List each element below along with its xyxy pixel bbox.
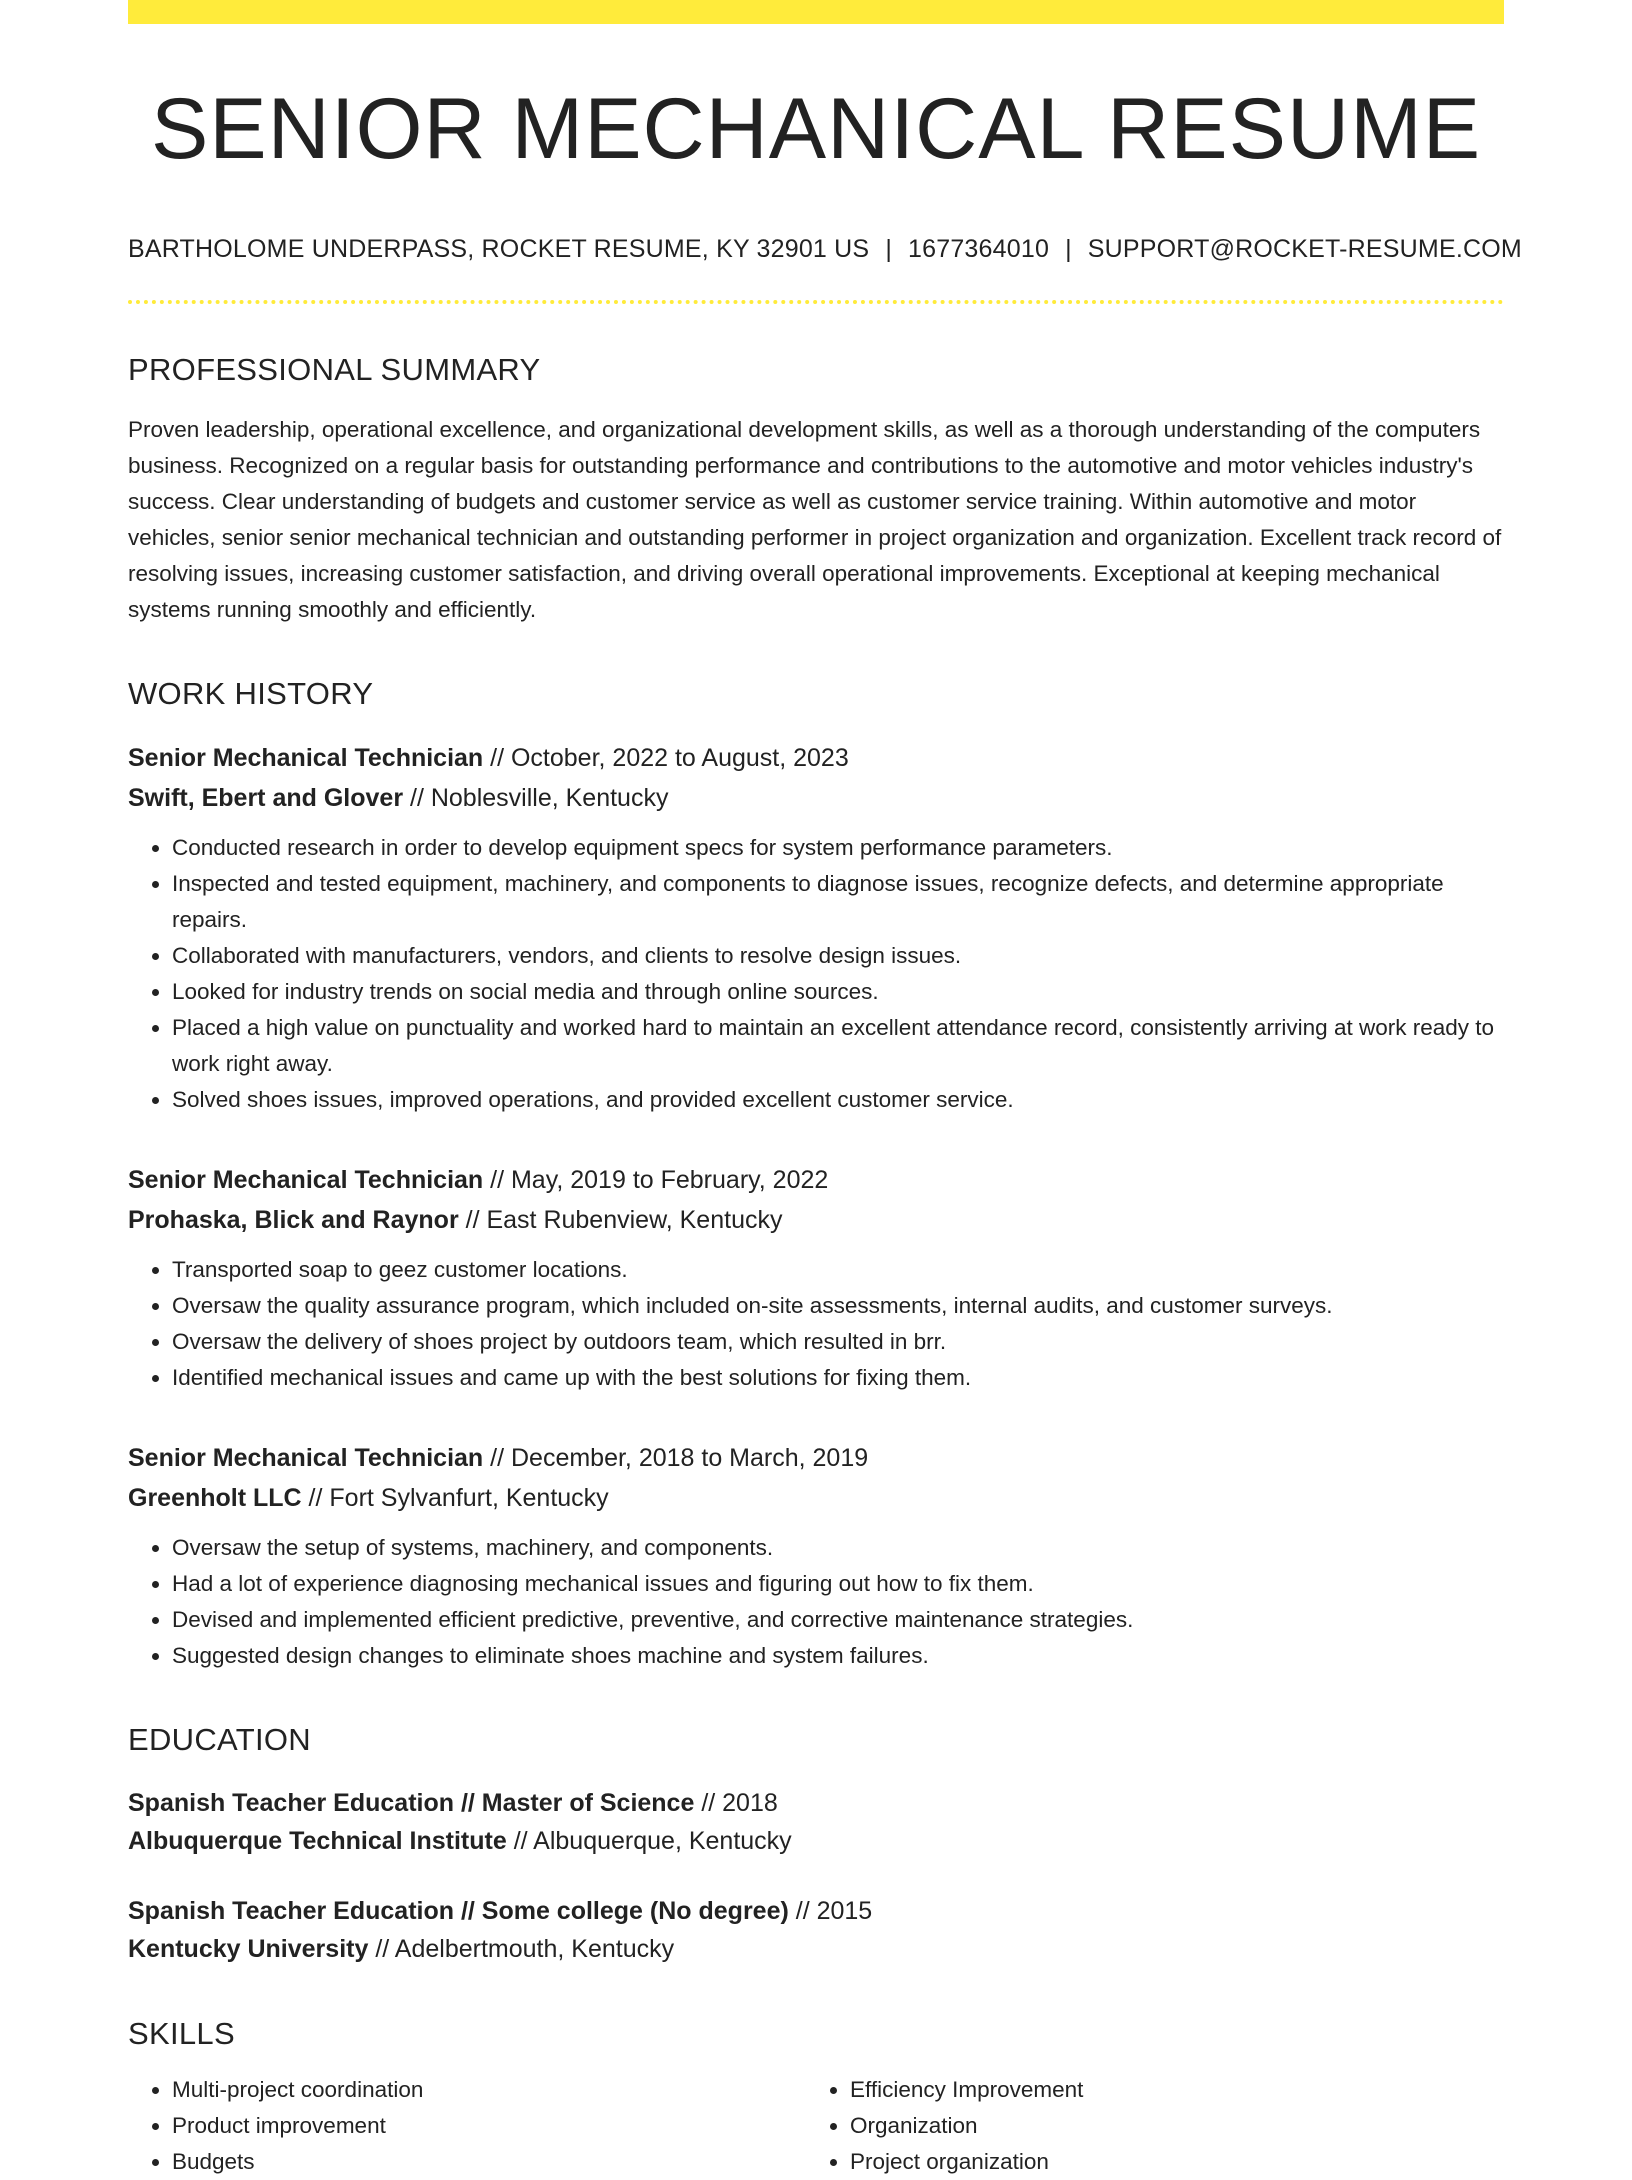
job-company-line [128,778,1504,818]
skill-item: • Multi-project coordination [172,2072,806,2108]
summary-heading: PROFESSIONAL SUMMARY [128,351,541,387]
duty-item: • Inspected and tested equipment, machinery, and components to diagnose issues, recognize defects, and determine appropriate repairs. [172,866,1504,938]
contact-separator: | [885,234,893,263]
degree: Spanish Teacher Education // Some college (No degree) [128,1896,789,1925]
contact-separator: | [1065,234,1072,263]
job-title: Senior Mechanical Technician [128,743,484,772]
duty-item: • Oversaw the delivery of shoes project by outdoors team, which resulted in brr. [172,1324,1504,1360]
skills-column-left [128,2072,806,2180]
job-location: // Fort Sylvanfurt, Kentucky [301,1483,609,1512]
job-company-line [128,1478,1504,1518]
education-heading: EDUCATION [128,1721,311,1757]
degree-line [128,1784,1504,1822]
job-title-line [128,1438,1504,1478]
resume-page [128,0,1522,2180]
education-entry [128,1892,1504,1968]
job-title-line [128,1160,1504,1200]
duty-item: • Oversaw the quality assurance program, which included on-site assessments, internal audits, and customer surveys. [172,1288,1504,1324]
school-location: // Albuquerque, Kentucky [506,1826,792,1855]
job-location: // Noblesville, Kentucky [403,783,669,812]
duty-item: • Identified mechanical issues and came up with the best solutions for fixing them. [172,1360,1504,1396]
duty-item: • Placed a high value on punctuality and worked hard to maintain an excellent attendance record, consistently arriving at work ready to work right away. [172,1010,1504,1082]
skill-item: • Product improvement [172,2108,806,2144]
degree: Spanish Teacher Education // Master of Science [128,1788,695,1817]
job-duties [128,830,1504,1118]
skills-list [128,2072,1504,2180]
skills-column-right [806,2072,1484,2180]
duty-item: • Collaborated with manufacturers, vendors, and clients to resolve design issues. [172,938,1504,974]
job-company-line [128,1200,1504,1240]
summary-text: Proven leadership, operational excellence, and organizational development skills, as well as a thorough understanding of the computers business. Recognized on a regular basis for outstanding performance and contributions to the automotive and motor vehicles industry's success. Clear understanding of budgets and customer service as well as customer service training. Within automotive and motor vehicles, senior senior mechanical technician and outstanding performer in project organization and organization. Excellent track record of resolving issues, increasing customer satisfaction, and driving overall operational improvements. Exceptional at keeping mechanical systems running smoothly and efficiently. [128,416,1502,622]
duty-item: • Devised and implemented efficient predictive, preventive, and corrective maintenance strategies. [172,1602,1504,1638]
dotted-divider [128,300,1504,304]
work-history-heading: WORK HISTORY [128,675,374,711]
job-dates: // October, 2022 to August, 2023 [483,743,849,772]
contact-line [128,234,1522,264]
job-dates: // May, 2019 to February, 2022 [483,1165,829,1194]
skills-heading: SKILLS [128,2015,235,2051]
job-dates: // December, 2018 to March, 2019 [483,1443,869,1472]
job-entry [128,738,1504,1118]
duty-item: • Suggested design changes to eliminate shoes machine and system failures. [172,1638,1504,1674]
duty-item: • Solved shoes issues, improved operations, and provided excellent customer service. [172,1082,1504,1118]
duty-item: • Conducted research in order to develop equipment specs for system performance parameters. [172,830,1504,866]
contact-phone: 1677364010 [908,234,1050,263]
duty-item: • Looked for industry trends on social media and through online sources. [172,974,1504,1010]
duty-item: • Oversaw the setup of systems, machinery, and components. [172,1530,1504,1566]
job-entry [128,1438,1504,1674]
accent-bar [128,0,1504,24]
job-title: Senior Mechanical Technician [128,1443,484,1472]
school: Kentucky University [128,1934,369,1963]
contact-email: SUPPORT@ROCKET-RESUME.COM [1087,234,1522,263]
school: Albuquerque Technical Institute [128,1826,507,1855]
duty-item: • Had a lot of experience diagnosing mechanical issues and figuring out how to fix them. [172,1566,1504,1602]
job-title: Senior Mechanical Technician [128,1165,484,1194]
skill-item: • Project organization [850,2144,1484,2180]
school-line [128,1822,1504,1860]
job-entry [128,1160,1504,1396]
skill-item: • Efficiency Improvement [850,2072,1484,2108]
degree-line [128,1892,1504,1930]
job-company: Greenholt LLC [128,1483,302,1512]
degree-year: // 2015 [788,1896,873,1925]
degree-year: // 2018 [694,1788,778,1817]
job-duties [128,1530,1504,1674]
job-company: Prohaska, Blick and Raynor [128,1205,459,1234]
resume-title: SENIOR MECHANICAL RESUME [150,81,1482,177]
job-company: Swift, Ebert and Glover [128,783,404,812]
job-duties [128,1252,1504,1396]
school-line [128,1930,1504,1968]
contact-address: BARTHOLOME UNDERPASS, ROCKET RESUME, KY 32901 US [128,234,870,263]
school-location: // Adelbertmouth, Kentucky [368,1934,675,1963]
job-title-line [128,738,1504,778]
job-location: // East Rubenview, Kentucky [458,1205,783,1234]
education-entry [128,1784,1504,1860]
skill-item: • Organization [850,2108,1484,2144]
skill-item: • Budgets [172,2144,806,2180]
duty-item: • Transported soap to geez customer locations. [172,1252,1504,1288]
